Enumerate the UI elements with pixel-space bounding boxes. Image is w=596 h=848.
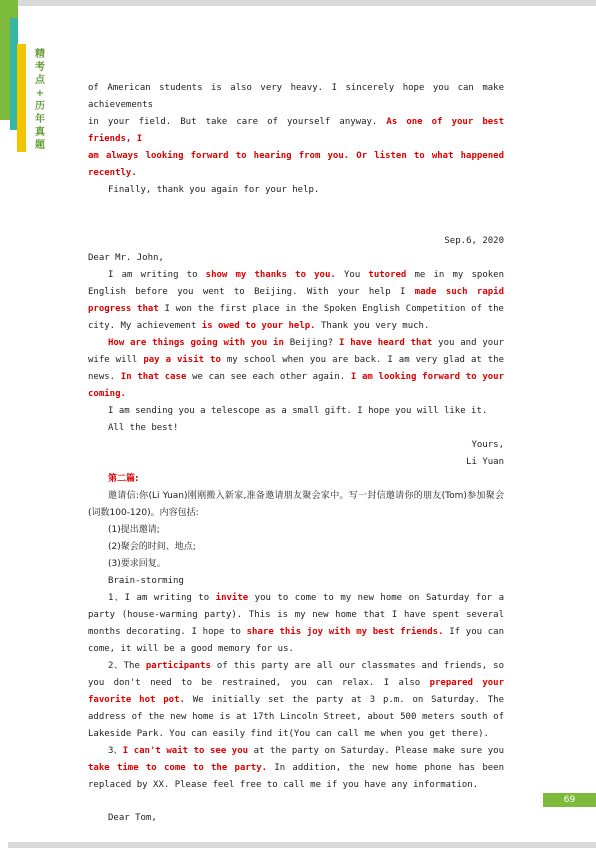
section2-title: 第二篇: (108, 474, 139, 484)
text-segment: we can see each other again. (186, 372, 351, 382)
text-segment: I am writing to (108, 270, 206, 280)
highlighted-phrase: tutored (368, 270, 407, 280)
letter2-salutation: Dear Mr. John, (88, 253, 164, 263)
highlighted-phrase: is owed to your help. (201, 321, 316, 331)
brainstorm-point-1 (88, 590, 504, 658)
letter2-closing: Yours, (471, 440, 504, 450)
top-border (0, 0, 596, 6)
letter2-signature: Li Yuan (466, 457, 504, 467)
highlighted-phrase: invite (215, 593, 249, 603)
text-segment: of this party are all our classmates and friends, so you don't need to be restrained, you can relax. I also (88, 661, 504, 688)
highlighted-phrase: I can't wait to see you (122, 746, 249, 756)
letter2-paragraph-2 (88, 335, 504, 403)
letter2-paragraph-1 (88, 267, 504, 335)
highlight: As one of your best friends, I (88, 117, 504, 144)
text-segment: 3、 (108, 746, 123, 756)
section-side-title: 精 考 点 + 历 年 真 题 (35, 49, 45, 151)
highlighted-phrase: In that case (120, 372, 187, 382)
highlighted-phrase: participants (145, 661, 211, 671)
highlighted-phrase: prepared your favorite hot pot. (88, 678, 504, 705)
highlighted-phrase: share this joy with my best friends. (246, 627, 444, 637)
text-segment: you to come to my new home on Saturday for a party (house-warming party). This is my new home that I have spent several months decorating. I hope to (88, 593, 504, 637)
letter1-line3: am always looking forward to hearing from you. Or listen to what happened recently. (88, 151, 504, 178)
highlighted-phrase: show my thanks to you. (205, 270, 336, 280)
page-number: 69 (543, 793, 596, 807)
text-segment: me in my spoken English before you went to Beijing. With your help I (88, 270, 504, 297)
text-segment: If you can come, it will be a good memory for us. (88, 627, 504, 654)
text-segment: you and your wife will (88, 338, 505, 365)
section2-item-3: (3)要求回复。 (108, 559, 166, 569)
letter1-line2: in your field. But take care of yourself anyway. As one of your best friends, I (88, 117, 504, 144)
letter2-paragraph-4: All the best! (108, 423, 179, 433)
text-segment: 1、I am writing to (108, 593, 216, 603)
text-segment: You (335, 270, 369, 280)
highlighted-phrase: How are things going with you in (108, 338, 284, 348)
text-segment: In addition, the new home phone has been replaced by XX. Please feel free to call me if you have any information. (88, 763, 504, 790)
highlighted-phrase: take time to come to the party. (88, 763, 268, 773)
text-segment: my school when you are back. I am very glad at the news. (88, 355, 505, 382)
text-segment: Beijing? (283, 338, 339, 348)
bottom-border (8, 842, 596, 848)
letter2-paragraph-3: I am sending you a telescope as a small gift. I hope you will like it. (108, 406, 488, 416)
section2-prompt: 邀请信:你(Li Yuan)刚刚搬入新家,准备邀请朋友聚会家中。写一封信邀请你的朋友(Tom)参加聚会(词数100-120)。内容包括: (88, 491, 504, 518)
page-content (88, 80, 504, 827)
text-segment: Thank you very much. (315, 321, 430, 331)
text-segment: at the party on Saturday. Please make sure you (248, 746, 505, 756)
section2-item-1: (1)提出邀请; (108, 525, 160, 535)
yellow-bar-decoration (17, 44, 26, 152)
highlighted-phrase: I have heard that (338, 338, 433, 348)
highlighted-phrase: I am looking forward to your coming. (88, 372, 504, 399)
letter2-date: Sep.6, 2020 (444, 236, 504, 246)
text-segment: We initially set the party at 3 p.m. on Saturday. The address of the new home is at 17th Lincoln Street, about 500 meters south of Lakeside Park. You can easily find it(You can call me when you get there). (88, 695, 504, 739)
text-segment: I won the first place in the Spoken English Competition of the city. My achievement (88, 304, 504, 331)
text-segment: 2、The (108, 661, 146, 671)
brainstorm-point-3 (88, 743, 504, 794)
highlighted-phrase: made such rapid progress that (88, 287, 504, 314)
brainstorm-point-2 (88, 658, 504, 743)
letter1-closing-line: Finally, thank you again for your help. (108, 185, 320, 195)
highlighted-phrase: pay a visit to (143, 355, 221, 365)
section2-item-2: (2)聚会的时间、地点; (108, 542, 196, 552)
letter3-greeting: Dear Tom, (108, 813, 157, 823)
brainstorming-heading: Brain-storming (108, 576, 184, 586)
letter1-line1: of American students is also very heavy. I sincerely hope you can make achievements (88, 83, 504, 110)
